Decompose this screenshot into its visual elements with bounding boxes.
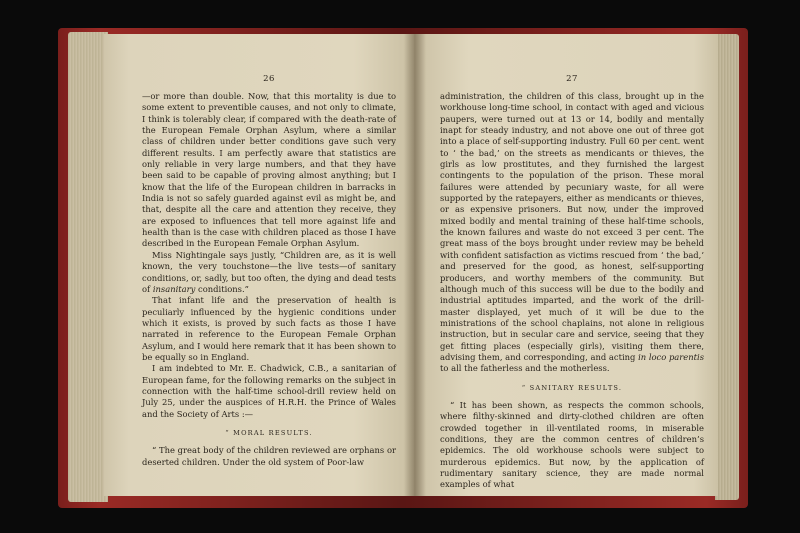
text-span: to all the fatherless and the motherless.	[440, 363, 610, 374]
text-span: conditions.”	[198, 283, 249, 294]
section-heading: “ SANITARY RESULTS.	[521, 383, 623, 392]
section-heading: “ MORAL RESULTS.	[225, 428, 313, 437]
paragraph: “ It has been shown, as respects the common schools, where filthy-skinned and dirty-clothed children are often crowded together in ill-ventilated rooms, in miserable conditions, they are the common centres of children’s epidemics. The old workhouse schools were subject to murderous epidemics. But now, by the application of rudimentary sanitary science, they are made normal examples of what	[440, 399, 704, 490]
paragraph: That infant life and the preservation of health is peculiarly influenced by the hygienic conditions under which it exists, is proved by such facts as those I have narrated in reference to the European Female Orphan Asylum, and I would here remark that it has been shown to be equally so in England.	[142, 295, 396, 362]
paragraph: I am indebted to Mr. E. Chadwick, C.B., a sanitarian of European fame, for the following remarks on the subject in connection with the half-time school-drill review held on July 25, under the auspices of H.R.H. the Prince of Wales and the Society of Arts :—	[142, 363, 396, 419]
italic-text: in loco parentis	[638, 351, 704, 362]
italic-text: insanitary	[152, 283, 196, 294]
page-edges-right	[715, 34, 739, 500]
page-number-right: 27	[566, 74, 578, 84]
paragraph: “ The great body of the children reviewed are orphans or deserted children. Under the old system of Poor-law	[142, 445, 396, 467]
page-edges-left	[68, 32, 108, 502]
right-page	[414, 34, 718, 496]
right-page-text	[440, 91, 704, 491]
paragraph: —or more than double. Now, that this mortality is due to some extent to preventible causes, and not only to climate, I think is tolerably clear, if compared with the death-rate of the European Female Orphan Asylum, where a similar class of children under better conditions gave such very different results. I am perfectly aware that statistics are only reliable in very large numbers, and that they have been said to be capable of proving almost anything; but I know that the life of the European children in barracks in India is not so safely guarded against evil as might be, and that, despite all the care and attention they receive, they are exposed to influences that tell more against life and health than is the case with children placed as those I have described in the European Female Orphan Asylum.	[142, 91, 396, 249]
paragraph	[440, 91, 704, 375]
paragraph	[142, 250, 396, 295]
left-page	[104, 34, 416, 496]
text-span: administration, the children of this class, brought up in the workhouse long-time school, in contact with aged and vicious paupers, were turned out at 13 or 14, bodily and mentally inapt for steady industry, and not above one out of three got into a place of self-supporting industry. Full 60 per cent. went to ‘ the bad,’ on the streets as mendicants or thieves, the girls as low prostitutes, and they furnished the largest contingents to the population of the prison. These moral failures were attended by pecuniary waste, for all were supported by the ratepayers, either as mendicants or thieves, or as expensive prisoners. But now, under the improved mixed bodily and mental training of these half-time schools, the known failures and waste do not exceed 3 per cent. The great mass of the boys brought under review may be beheld with confident satisfaction as victims rescued from ‘ the bad,’ and preserved for the good, as honest, self-supporting producers, and worthy members of the community. But although much of this success will be due to the bodily and industrial aptitudes imparted, and the work of the drill-master displayed, yet much of it will be due to the ministrations of the school chaplains, not alone in religious instruction, but in secular care and service, seeing that they get fitting places (especially girls), visiting them there, advising them, and corresponding, and acting	[440, 91, 704, 362]
book-gutter	[404, 34, 426, 496]
page-number-left: 26	[263, 74, 275, 84]
text-span: Miss Nightingale says justly, “Children are, as it is well known, the very touchstone—the live tests—of sanitary conditions, or, sadly, but too often, the dying and dead tests of	[142, 249, 396, 294]
left-page-text	[142, 91, 396, 468]
